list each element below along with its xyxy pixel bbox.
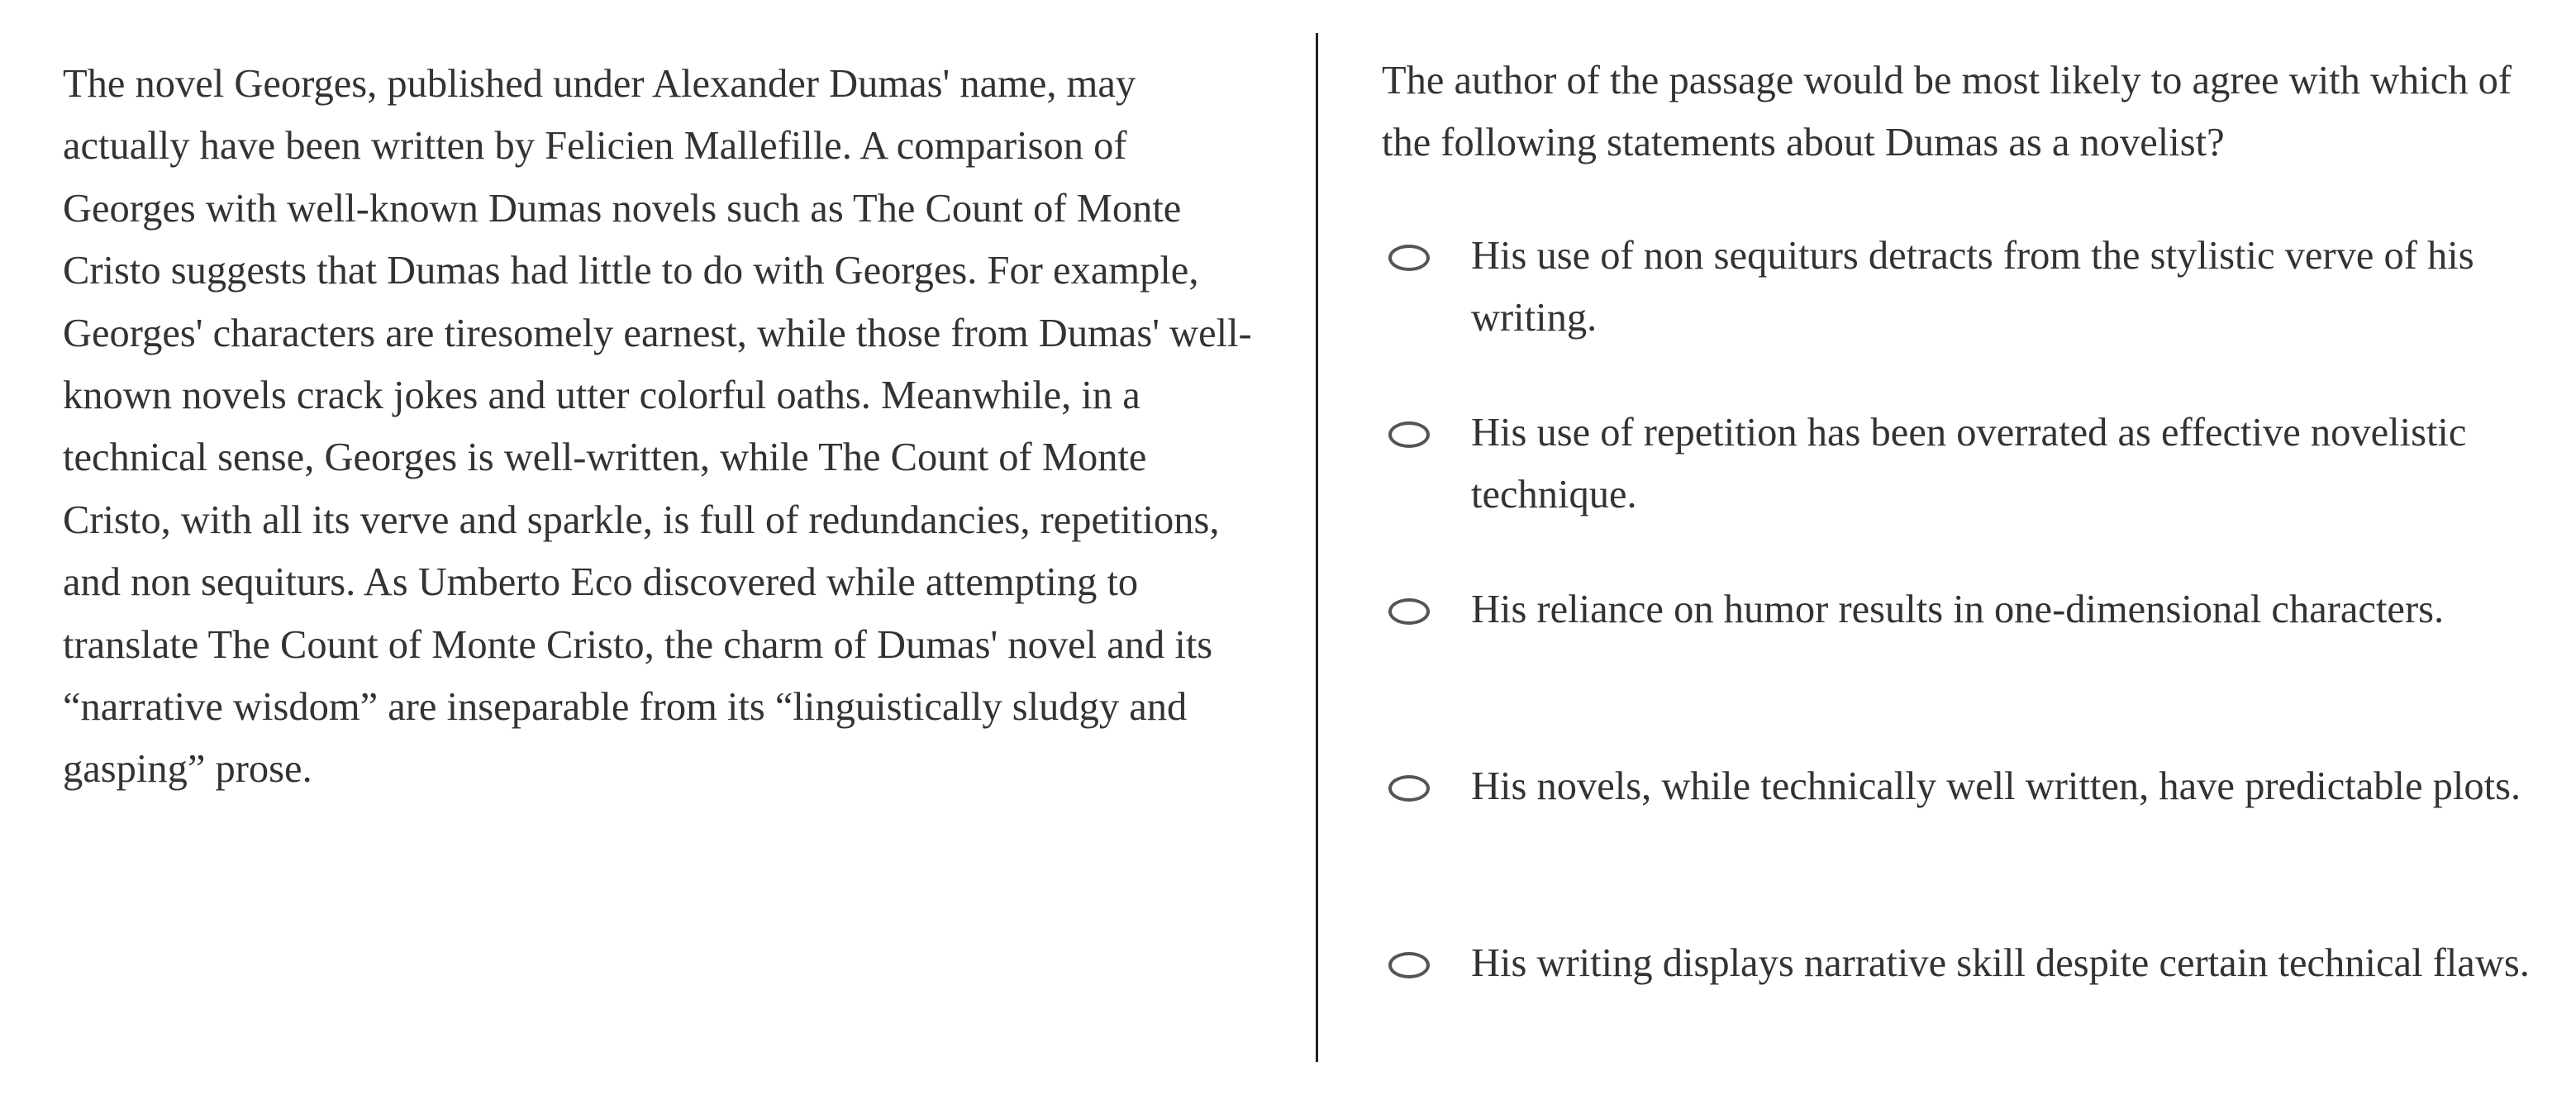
answer-choice-e[interactable] bbox=[1382, 932, 2555, 1109]
answer-choice-d[interactable] bbox=[1382, 755, 2555, 932]
question-stem: The author of the passage would be most likely to agree with which of the following statements about Dumas as a novelist? bbox=[1382, 59, 2512, 165]
answer-choice-b[interactable] bbox=[1382, 402, 2555, 578]
question-pane bbox=[1382, 50, 2555, 985]
radio-unselected-icon[interactable] bbox=[1388, 421, 1430, 448]
radio-unselected-icon[interactable] bbox=[1388, 775, 1430, 802]
answer-choice-text: His use of repetition has been overrated as effective novelistic technique. bbox=[1471, 411, 2467, 517]
radio-unselected-icon[interactable] bbox=[1388, 952, 1430, 978]
answer-choice-c[interactable] bbox=[1382, 578, 2555, 755]
answer-choice-text: His reliance on humor results in one-dimensional characters. bbox=[1471, 588, 2445, 631]
passage-pane bbox=[63, 53, 1253, 801]
answer-choice-text: His use of non sequiturs detracts from the stylistic verve of his writing. bbox=[1471, 234, 2474, 340]
pane-divider bbox=[1316, 33, 1318, 1062]
answer-choice-text: His novels, while technically well written, have predictable plots. bbox=[1471, 764, 2521, 808]
radio-unselected-icon[interactable] bbox=[1388, 598, 1430, 625]
answer-choice-text: His writing displays narrative skill despite certain technical flaws. bbox=[1471, 941, 2530, 985]
radio-unselected-icon[interactable] bbox=[1388, 245, 1430, 271]
passage-text: The novel Georges, published under Alexander Dumas' name, may actually have been written by Felicien Mallefille. A comparison of Georges with well-known Dumas novels such as The Count of Monte Cristo suggests that Dumas had little to do with Georges. For example, Georges' characters are tiresomely earnest, while those from Dumas' well-known novels crack jokes and utter colorful oaths. Meanwhile, in a technical sense, Georges is well-written, while The Count of Monte Cristo, with all its verve and sparkle, is full of redundancies, repetitions, and non sequiturs. As Umberto Eco discovered while attempting to translate The Count of Monte Cristo, the charm of Dumas' novel and its “narrative wisdom” are inseparable from its “linguistically sludgy and gasping” prose. bbox=[63, 62, 1252, 792]
answer-choice-a[interactable] bbox=[1382, 225, 2555, 402]
answer-choices bbox=[1382, 225, 2555, 1109]
